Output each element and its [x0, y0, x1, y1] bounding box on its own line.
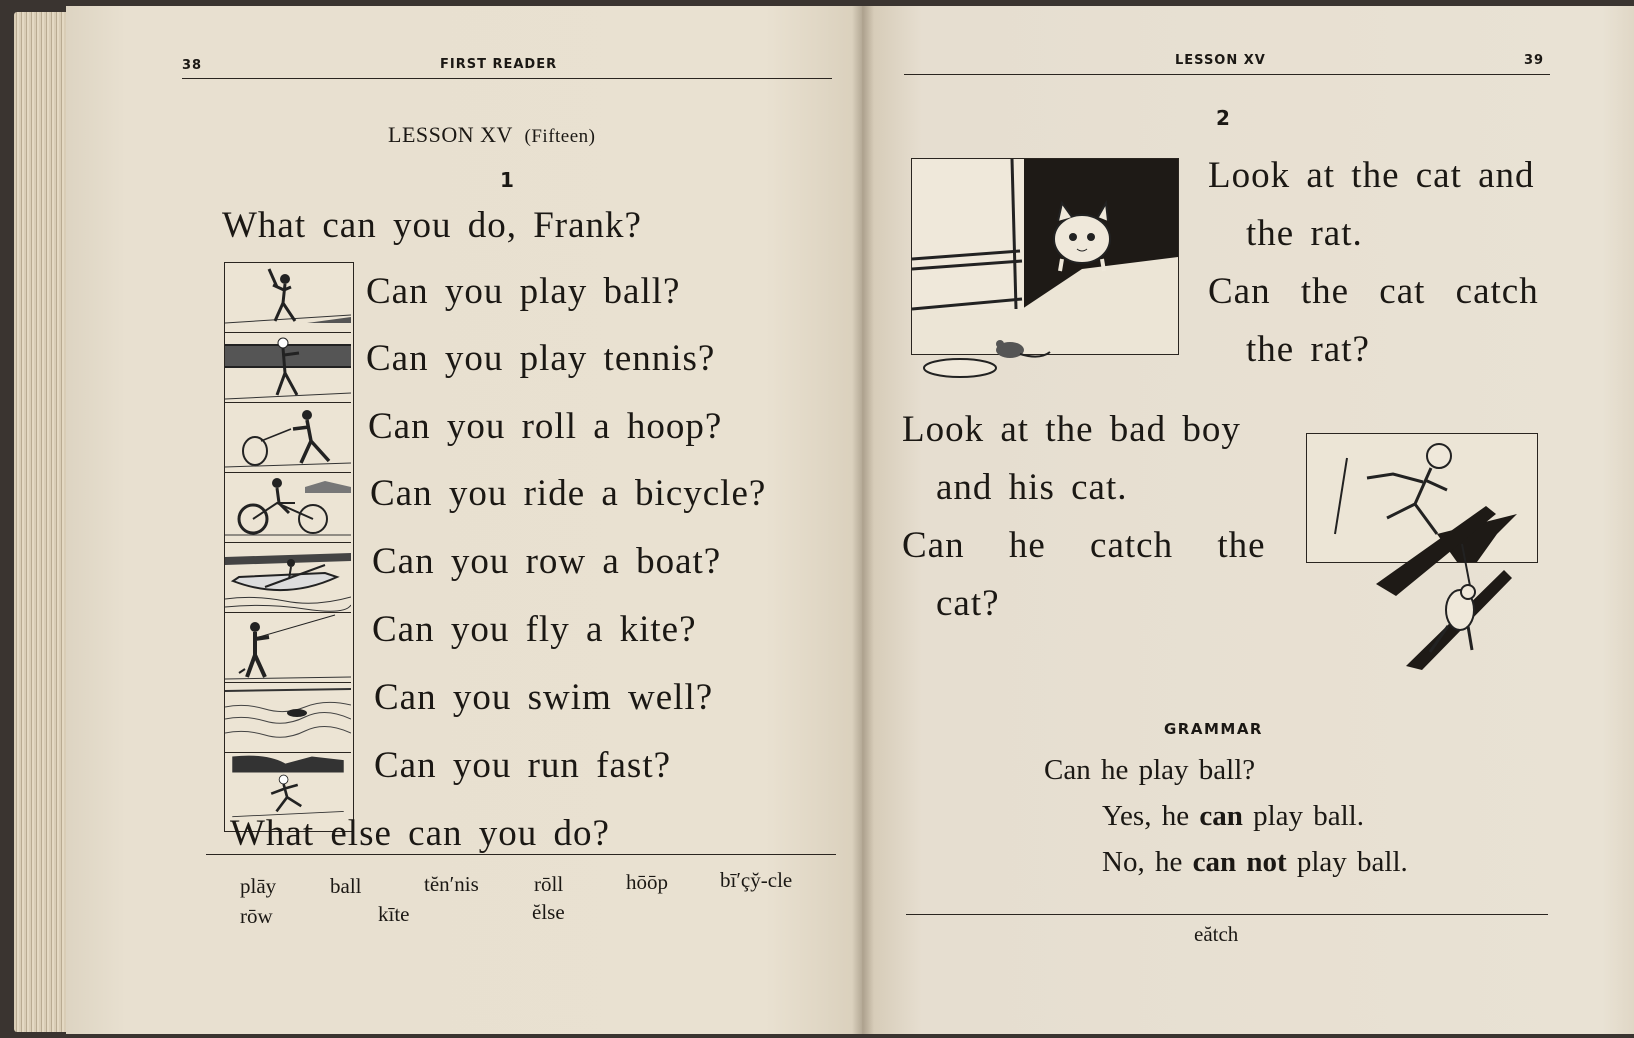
left-vocab-rule [206, 854, 836, 855]
line-fly-kite: Can you fly a kite? [372, 609, 697, 650]
book-gutter [852, 6, 874, 1034]
para2-line3: Can he catch the [902, 525, 1266, 566]
grammar-no-part1: No, he [1102, 846, 1183, 878]
baseball-illustration [225, 263, 351, 333]
right-vocab-rule [906, 914, 1548, 915]
mouse-and-saucer-illustration [920, 330, 1060, 380]
right-running-head: LESSON XV [1175, 53, 1266, 68]
para1-line1: Look at the cat and [1208, 155, 1535, 196]
vocab-tennis: tĕn′nis [424, 872, 479, 896]
vocab-hoop: hōōp [626, 870, 668, 894]
left-running-head: FIRST READER [440, 57, 558, 72]
grammar-no-part2: play ball. [1296, 846, 1408, 878]
swimming-illustration [225, 683, 351, 753]
section-number-2: 2 [1216, 106, 1230, 130]
fleeing-cat-illustration [1376, 506, 1520, 670]
vocab-bicycle: bī′çy̆-cle [720, 868, 793, 892]
right-header-rule [904, 74, 1550, 75]
right-page-number: 39 [1524, 53, 1545, 68]
grammar-no-emphasis: can not [1192, 846, 1287, 878]
line-swim-well: Can you swim well? [374, 677, 714, 718]
kite-illustration [225, 613, 351, 683]
grammar-yes-part1: Yes, he [1102, 800, 1190, 832]
para2-line4: cat? [936, 583, 1000, 624]
lesson-title-text: LESSON XV [388, 122, 513, 147]
vocab-catch: eătch [1194, 922, 1239, 946]
hoop-illustration [225, 403, 351, 473]
vocab-else: ĕlse [532, 900, 565, 924]
grammar-yes-emphasis: can [1199, 800, 1243, 832]
para1-line4: the rat? [1246, 329, 1370, 370]
line-row-boat: Can you row a boat? [372, 541, 722, 582]
bicycle-illustration [225, 473, 351, 543]
para1-line2: the rat. [1246, 213, 1363, 254]
lesson-title [388, 122, 596, 148]
vocab-row: rōw [240, 904, 273, 928]
para2-line1: Look at the bad boy [902, 409, 1241, 450]
grammar-answer-no [1102, 846, 1408, 879]
line-roll-hoop: Can you roll a hoop? [368, 406, 723, 447]
rowing-illustration [225, 543, 351, 613]
line-play-tennis: Can you play tennis? [366, 338, 716, 379]
closing-question: What else can you do? [230, 813, 610, 854]
page-edges [14, 12, 70, 1032]
grammar-answer-yes [1102, 800, 1364, 833]
vocab-kite: kīte [378, 902, 410, 926]
para2-line2: and his cat. [936, 467, 1128, 508]
section-number-1: 1 [500, 168, 514, 192]
vocab-play: plāy [240, 874, 277, 898]
vocab-roll: rōll [534, 872, 564, 896]
opening-question: What can you do, Frank? [222, 205, 642, 246]
line-play-ball: Can you play ball? [366, 271, 681, 312]
line-ride-bicycle: Can you ride a bicycle? [370, 473, 767, 514]
grammar-yes-part2: play ball. [1253, 800, 1364, 832]
lesson-subtitle: (Fifteen) [524, 126, 596, 147]
grammar-question: Can he play ball? [1044, 754, 1256, 786]
line-run-fast: Can you run fast? [374, 745, 672, 786]
cat-and-rat-illustration [911, 158, 1179, 355]
left-page-number: 38 [182, 58, 203, 73]
vocab-ball: ball [330, 874, 362, 898]
tennis-illustration [225, 333, 351, 403]
activity-picture-strip [224, 262, 354, 832]
left-header-rule [182, 78, 832, 79]
grammar-heading: GRAMMAR [1164, 720, 1263, 738]
para1-line3: Can the cat catch [1208, 271, 1539, 312]
